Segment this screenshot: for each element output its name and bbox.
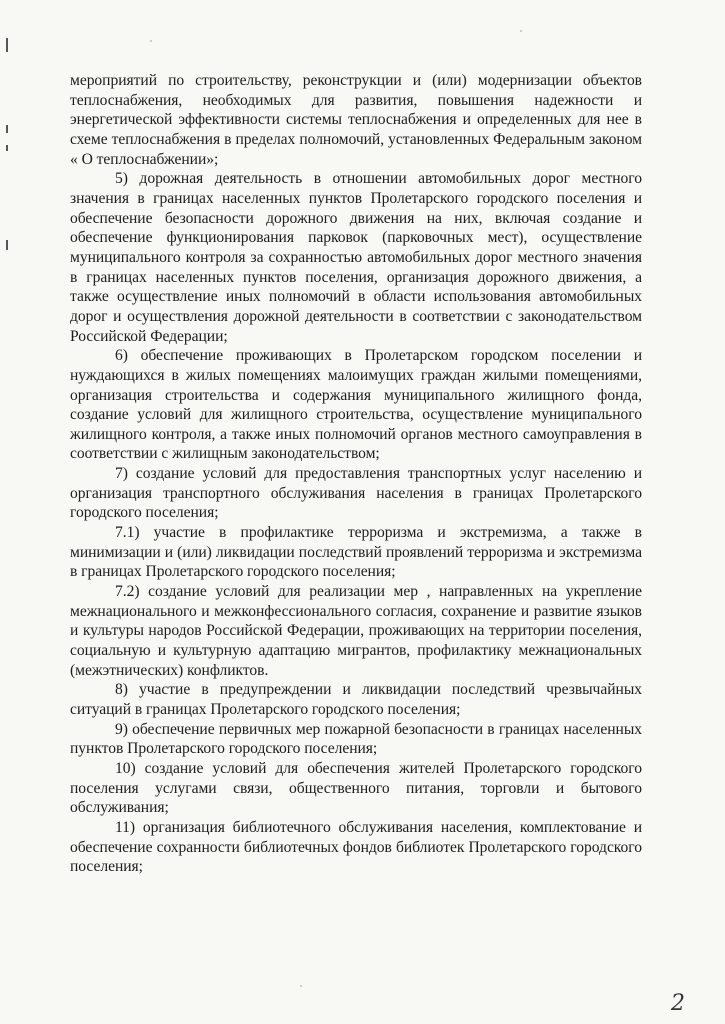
paragraph-item-9: 9) обеспечение первичных мер пожарной безопасности в границах населенных пунктов Пролетарского городского поселения; — [70, 720, 642, 758]
scan-speck — [520, 30, 522, 32]
paragraph-item-5: 5) дорожная деятельность в отношении автомобильных дорог местного значения в границах населенных пунктов Пролетарского городского поселения и обеспечение безопасности дорожного движения на них, включая создание и обеспечение функционирования парковок (парковочных мест), осуществление муниципального контроля за сохранностью автомобильных дорог местного значения в границах населенных пунктов поселения, организация дорожного движения, а также осуществление иных полномочий в области использования автомобильных дорог и осуществления дорожной деятельности в соответствии с законодательством Российской Федерации; — [70, 170, 642, 345]
paragraph-item-6: 6) обеспечение проживающих в Пролетарском городском поселении и нуждающихся в жилых помещениях малоимущих граждан жилыми помещениями, организация строительства и содержания муниципального жилищного фонда, создание условий для жилищного строительства, осуществление муниципального жилищного контроля, а также иных полномочий органов местного самоуправления в соответствии с жилищным законодательством; — [70, 347, 642, 463]
scan-speck — [150, 40, 152, 42]
paragraph-item-10: 10) создание условий для обеспечения жителей Пролетарского городского поселения услугами связи, общественного питания, торговли и бытового обслуживания; — [70, 759, 642, 817]
scan-edge-mark — [6, 38, 8, 52]
paragraph-item-7-1: 7.1) участие в профилактике терроризма и экстремизма, а также в минимизации и (или) ликвидации последствий проявлений терроризма и экстремизма в границах Пролетарского городского поселения; — [70, 524, 642, 581]
scan-edge-mark — [6, 125, 8, 133]
scan-edge-mark — [6, 145, 8, 151]
document-body — [70, 71, 642, 877]
paragraph-item-7-2: 7.2) создание условий для реализации мер , направленных на укрепление межнационального и межконфессионального согласия, сохранение и развитие языков и культуры народов Российской Федерации, проживающих на территории поселения, социальную и культурную адаптацию мигрантов, профилактику межнациональных (межэтнических) конфликтов. — [70, 583, 642, 679]
paragraph-item-7: 7) создание условий для предоставления транспортных услуг населению и организация транспортного обслуживания населения в границах Пролетарского городского поселения; — [70, 465, 642, 522]
paragraph-item-11: 11) организация библиотечного обслуживания населения, комплектование и обеспечение сохранности библиотечных фондов библиотек Пролетарского городского поселения; — [70, 818, 642, 876]
scan-speck — [300, 985, 302, 987]
page-number: 2 — [671, 991, 685, 1016]
paragraph-item-8: 8) участие в предупреждении и ликвидации последствий чрезвычайных ситуаций в границах Пролетарского городского поселения; — [70, 681, 642, 718]
paragraph-continuation: мероприятий по строительству, реконструкции и (или) модернизации объектов теплоснабжения, необходимых для развития, повышения надежности и энергетической эффективности системы теплоснабжения и определенных для нее в схеме теплоснабжения в пределах полномочий, установленных Федеральным законом « О теплоснабжении»; — [70, 72, 642, 168]
scan-edge-mark — [6, 240, 8, 250]
